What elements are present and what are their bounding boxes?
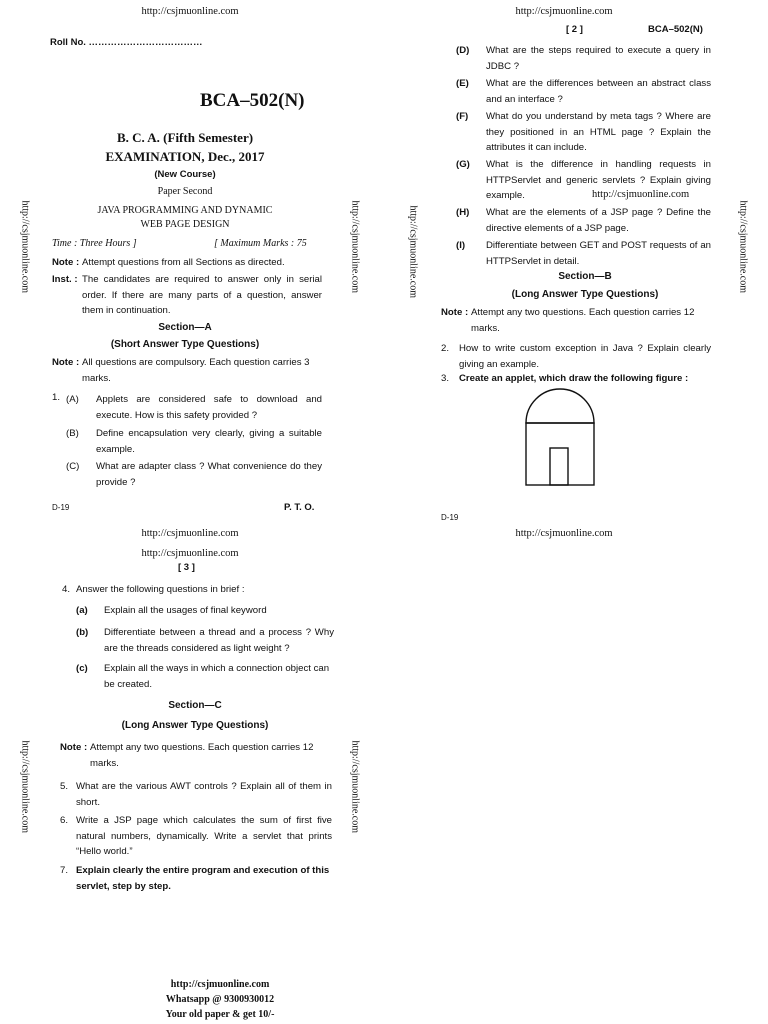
q4-item-a	[76, 603, 334, 619]
general-note	[52, 255, 332, 271]
q1-g-label: (G)	[456, 159, 470, 170]
applet-figure	[520, 385, 600, 490]
page2-footer-code: D-19	[441, 513, 459, 522]
q1-f-label: (F)	[456, 111, 469, 122]
section-c-note	[60, 740, 332, 771]
q2-text: How to write custom exception in Java ? Explain clearly giving an example.	[459, 343, 711, 370]
note-text: Attempt questions from all Sections as directed.	[82, 257, 285, 268]
question-6	[60, 813, 332, 860]
q1-item-e	[456, 76, 711, 107]
maximum-marks: [ Maximum Marks : 75	[214, 238, 307, 249]
q3-number: 3.	[441, 373, 450, 384]
side-url-p3-left: http://csjmuonline.com	[19, 740, 31, 833]
page1-footer-pto: P. T. O.	[284, 502, 315, 513]
q1-item-f	[456, 109, 711, 156]
time-allowed: Time : Three Hours ]	[52, 238, 137, 249]
section-a-heading: Section—A	[158, 322, 212, 333]
q4-b-text: Differentiate between a thread and a process ? Why are the threads considered as light weight ?	[104, 627, 334, 654]
q1-b-text: Define encapsulation very clearly, giving a suitable example.	[96, 428, 322, 455]
instructions	[52, 272, 322, 319]
page3-header-url[interactable]: http://csjmuonline.com	[141, 548, 239, 559]
q1-e-text: What are the differences between an abstract class and an interface ?	[486, 78, 711, 105]
q6-number: 6.	[60, 815, 69, 826]
q1-d-label: (D)	[456, 45, 470, 56]
note-b-label: Note :	[441, 307, 469, 318]
side-url-p1-right: http://csjmuonline.com	[349, 200, 361, 293]
q4-a-label: (a)	[76, 605, 88, 616]
page2-code: BCA–502(N)	[648, 24, 703, 35]
q1-a-label: (A)	[66, 394, 79, 405]
section-a-type: (Short Answer Type Questions)	[110, 339, 260, 350]
note-c-text: Attempt any two questions. Each question carries 12 marks.	[90, 742, 314, 769]
header-url-left[interactable]: http://csjmuonline.com	[141, 6, 239, 17]
q1-item-d	[456, 43, 711, 74]
side-url-p2-left: http://csjmuonline.com	[407, 205, 419, 298]
footer-url-left[interactable]: http://csjmuonline.com	[141, 528, 239, 539]
q7-number: 7.	[60, 865, 69, 876]
q6-text: Write a JSP page which calculates the sum of first five natural numbers, dynamically. Write a servlet that prints “Hello world.”	[76, 815, 332, 857]
q4-b-label: (b)	[76, 627, 89, 638]
figure-dome	[526, 389, 594, 423]
program-title: B. C. A. (Fifth Semester)	[116, 130, 254, 145]
note-c-label: Note :	[60, 742, 88, 753]
subject-line-2: WEB PAGE DESIGN	[140, 219, 230, 230]
note-a-label: Note :	[52, 357, 80, 368]
q1-g-text: What is the difference in handling requests in HTTPServlet and generic servlets ? Explain giving example.	[486, 159, 711, 201]
q1-item-i	[456, 238, 711, 269]
q1-item-b	[66, 426, 322, 457]
section-b-heading: Section—B	[558, 271, 612, 282]
q4-a-text: Explain all the usages of final keyword	[104, 605, 267, 616]
question-5	[60, 779, 332, 810]
course-type: (New Course)	[154, 169, 216, 180]
footer-url-right[interactable]: http://csjmuonline.com	[515, 528, 613, 539]
exam-title: EXAMINATION, Dec., 2017	[105, 149, 265, 164]
paper-number: Paper Second	[157, 186, 213, 197]
side-url-p2-right: http://csjmuonline.com	[737, 200, 749, 293]
note-label: Note :	[52, 257, 80, 268]
inst-text: The candidates are required to answer only in serial order. If there are many parts of a question, answer them in continuation.	[82, 274, 322, 316]
question-7	[60, 863, 332, 894]
page3-number: [ 3 ]	[178, 562, 195, 573]
figure-door	[550, 448, 568, 485]
side-url-p1-left: http://csjmuonline.com	[19, 200, 31, 293]
q1-i-text: Differentiate between GET and POST requests of an HTTPServlet in detail.	[486, 240, 711, 267]
section-b-type: (Long Answer Type Questions)	[511, 289, 659, 300]
q1-number: 1.	[52, 392, 61, 403]
q1-b-label: (B)	[66, 428, 79, 439]
q4-item-b	[76, 625, 334, 656]
page1-footer-code: D-19	[52, 503, 70, 512]
question-2	[441, 341, 711, 372]
inline-url[interactable]: http://csjmuonline.com	[592, 189, 690, 200]
page2-number: [ 2 ]	[566, 24, 583, 35]
note-a-text: All questions are compulsory. Each question carries 3 marks.	[82, 357, 310, 384]
q4-item-c	[76, 661, 334, 692]
q1-h-text: What are the elements of a JSP page ? Define the directive elements of a JSP page.	[486, 207, 711, 234]
side-url-p3-right: http://csjmuonline.com	[349, 740, 361, 833]
q5-number: 5.	[60, 781, 69, 792]
inst-label: Inst. :	[52, 274, 78, 285]
q1-e-label: (E)	[456, 78, 469, 89]
bottom-url[interactable]: http://csjmuonline.com	[170, 979, 270, 990]
section-a-note	[52, 355, 327, 386]
header-url-right[interactable]: http://csjmuonline.com	[515, 6, 613, 17]
q1-c-label: (C)	[66, 461, 80, 472]
q4-c-label: (c)	[76, 663, 88, 674]
q5-text: What are the various AWT controls ? Explain all of them in short.	[76, 781, 332, 808]
section-c-heading: Section—C	[168, 700, 222, 711]
q1-d-text: What are the steps required to execute a query in JDBC ?	[486, 45, 711, 72]
whatsapp-contact: Whatsapp @ 9300930012	[165, 994, 275, 1005]
roll-number-field: Roll No. ………………………………	[50, 37, 203, 48]
q4-c-text: Explain all the ways in which a connection object can be created.	[104, 663, 330, 690]
q3-text: Create an applet, which draw the following figure :	[459, 373, 689, 384]
q4-text: Answer the following questions in brief :	[76, 584, 245, 595]
subject-line-1: JAVA PROGRAMMING AND DYNAMIC	[97, 205, 273, 216]
q4-number: 4.	[62, 584, 71, 595]
q1-f-text: What do you understand by meta tags ? Where are they positioned in an HTML page ? Explain the attributes it can include.	[486, 111, 711, 153]
q1-item-h	[456, 205, 711, 236]
section-b-note	[441, 305, 711, 336]
section-c-type: (Long Answer Type Questions)	[121, 720, 269, 731]
figure-body	[526, 423, 594, 485]
q2-number: 2.	[441, 343, 450, 354]
q1-item-c	[66, 459, 322, 490]
note-b-text: Attempt any two questions. Each question carries 12 marks.	[471, 307, 695, 334]
question-4	[62, 582, 342, 598]
q1-item-a	[66, 392, 322, 423]
promo-text: Your old paper & get 10/-	[165, 1009, 275, 1020]
q1-c-text: What are adapter class ? What convenience do they provide ?	[96, 461, 322, 488]
q1-i-label: (I)	[456, 240, 466, 251]
q7-text: Explain clearly the entire program and execution of this servlet, step by step.	[76, 865, 330, 892]
paper-code: BCA–502(N)	[200, 90, 305, 111]
q1-h-label: (H)	[456, 207, 470, 218]
q1-a-text: Applets are considered safe to download and execute. How is this safety provided ?	[96, 394, 322, 421]
